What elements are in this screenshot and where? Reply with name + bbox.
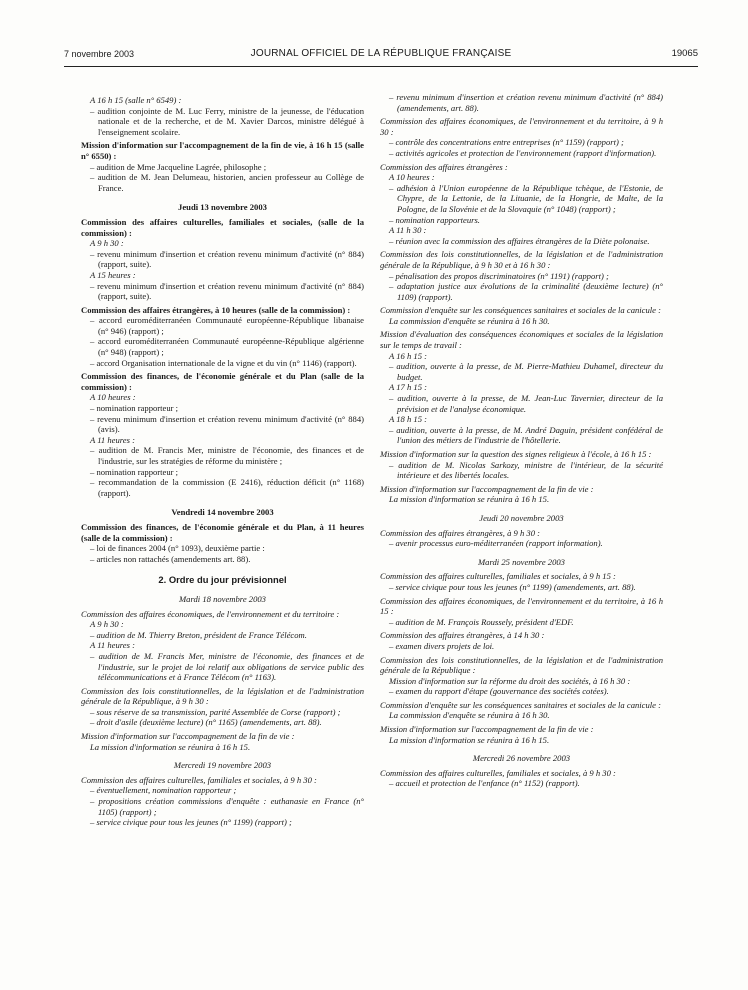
agenda-item: – nomination rapporteur ; bbox=[90, 403, 179, 414]
time-line: A 9 h 30 : bbox=[90, 619, 124, 630]
page-number: 19065 bbox=[671, 48, 698, 59]
header-rule bbox=[64, 66, 698, 67]
agenda-block bbox=[81, 140, 364, 193]
agenda-item: – recommandation de la commission (E 2416), réduction déficit (n° 1168) (rapport). bbox=[90, 477, 364, 498]
agenda-item: – droit d'asile (deuxième lecture) (n° 1165) (amendements, art. 88). bbox=[90, 717, 322, 728]
agenda-item: – nomination rapporteur ; bbox=[90, 466, 179, 477]
body-heading: Commission des affaires étrangères : bbox=[380, 161, 508, 172]
body-heading: Mission d'information sur l'accompagnement de la fin de vie : bbox=[380, 483, 594, 494]
agenda-item: – audition de M. Jean Delumeau, historien, ancien professeur au Collège de France. bbox=[90, 172, 364, 193]
agenda-block bbox=[380, 449, 663, 481]
agenda-block bbox=[81, 95, 364, 137]
agenda-item: – service civique pour tous les jeunes (n° 1199) (rapport) ; bbox=[90, 817, 292, 828]
body-heading: Commission des affaires culturelles, familiales et sociales, à 9 h 15 : bbox=[380, 571, 616, 582]
day-heading: Mardi 18 novembre 2003 bbox=[179, 593, 266, 604]
agenda-block bbox=[81, 371, 364, 498]
body-heading: Commission des affaires culturelles, familiales et sociales, à 9 h 30 : bbox=[380, 767, 616, 778]
body-heading: Mission d'information sur la question des signes religieux à l'école, à 16 h 15 : bbox=[380, 449, 652, 459]
agenda-item: – revenu minimum d'insertion et création revenu minimum d'activité (n° 884) (rapport, suite). bbox=[90, 248, 364, 270]
body-heading: Commission des affaires étrangères, à 14 h 30 : bbox=[380, 630, 545, 641]
issue-date: 7 novembre 2003 bbox=[64, 49, 135, 59]
page-header bbox=[64, 49, 698, 63]
agenda-item: – propositions création commissions d'enquête : euthanasie en France (n° 1105) (rapport) ; bbox=[90, 796, 364, 817]
time-line: A 18 h 15 : bbox=[389, 414, 428, 425]
agenda-block bbox=[380, 249, 663, 302]
agenda-item: – accueil et protection de l'enfance (n° 1152) (rapport). bbox=[389, 778, 580, 789]
section-heading: 2. Ordre du jour prévisionnel bbox=[158, 574, 287, 586]
agenda-item: – audition de M. Nicolas Sarkozy, ministre de l'intérieur, de la sécurité intérieure et des libertés locales. bbox=[389, 459, 663, 481]
agenda-block bbox=[380, 162, 663, 247]
agenda-block bbox=[380, 655, 663, 697]
time-line: A 16 h 15 (salle n° 6549) : bbox=[90, 95, 182, 105]
agenda-note: La mission d'information se réunira à 16 h 15. bbox=[389, 494, 550, 505]
agenda-item: – articles non rattachés (amendements art. 88). bbox=[90, 553, 251, 564]
journal-title: JOURNAL OFFICIEL DE LA RÉPUBLIQUE FRANÇAISE bbox=[250, 48, 512, 59]
body-heading: Commission des affaires culturelles, familiales et sociales, (salle de la commission) : bbox=[81, 216, 364, 238]
day-heading: Mercredi 19 novembre 2003 bbox=[173, 760, 272, 771]
agenda-item: – accord Organisation internationale de la vigne et du vin (n° 1146) (rapport). bbox=[90, 357, 357, 368]
agenda-block bbox=[81, 609, 364, 683]
agenda-item: – audition de M. Francis Mer, ministre de l'économie, des finances et de l'industrie, sur les stratégies de réforme du ministère ; bbox=[90, 445, 364, 466]
agenda-block bbox=[380, 528, 663, 549]
agenda-block bbox=[380, 596, 663, 628]
agenda-block bbox=[380, 700, 663, 721]
time-line: A 16 h 15 : bbox=[389, 350, 428, 361]
agenda-note: La commission d'enquête se réunira à 16 h 30. bbox=[389, 315, 550, 326]
agenda-block bbox=[380, 116, 663, 158]
time-line: A 10 heures : bbox=[389, 172, 435, 183]
agenda-item: – audition de Mme Jacqueline Lagrée, philosophe ; bbox=[90, 161, 267, 172]
body-heading: Commission des affaires économiques, de l'environnement et du territoire, à 9 h 30 : bbox=[380, 116, 663, 137]
agenda-item: – audition de M. Thierry Breton, président de France Télécom. bbox=[90, 629, 307, 640]
agenda-block bbox=[380, 484, 663, 505]
agenda-item: – accord euroméditerranéen Communauté européenne-République libanaise (n° 946) (rapport) ; bbox=[90, 315, 364, 336]
body-heading: Commission des finances, de l'économie générale et du Plan, à 11 heures (salle de la commission) : bbox=[81, 521, 364, 543]
time-line: A 17 h 15 : bbox=[389, 382, 428, 393]
body-heading: Commission des lois constitutionnelles, de la législation et de l'administration générale de la République : bbox=[380, 654, 663, 676]
time-line: A 11 heures : bbox=[90, 640, 135, 651]
agenda-block bbox=[81, 686, 364, 728]
agenda-item: – avenir processus euro-méditerranéen (rapport information). bbox=[389, 538, 603, 549]
right-column bbox=[380, 92, 663, 789]
agenda-block bbox=[380, 630, 663, 651]
agenda-item: – audition de M. François Roussely, président d'EDF. bbox=[389, 616, 574, 627]
agenda-item: – pénalisation des propos discriminatoires (n° 1191) (rapport) ; bbox=[389, 270, 609, 281]
agenda-item: – service civique pour tous les jeunes (n° 1199) (amendements, art. 88). bbox=[389, 581, 636, 592]
day-heading: Jeudi 13 novembre 2003 bbox=[178, 202, 267, 213]
time-line: A 15 heures : bbox=[90, 269, 136, 280]
body-heading: Commission des affaires économiques, de l'environnement et du territoire : bbox=[81, 608, 340, 619]
body-heading: Mission d'information sur l'accompagnement de la fin de vie, à 16 h 15 (salle n° 6550) : bbox=[81, 140, 364, 161]
time-line: A 11 heures : bbox=[90, 434, 135, 445]
agenda-block bbox=[81, 522, 364, 564]
left-column bbox=[81, 95, 364, 828]
agenda-item: – examen divers projets de loi. bbox=[389, 640, 495, 651]
agenda-item: – éventuellement, nomination rapporteur ; bbox=[90, 785, 237, 796]
agenda-item: – réunion avec la commission des affaires étrangères de la Diète polonaise. bbox=[389, 235, 650, 246]
agenda-item: – audition conjointe de M. Luc Ferry, ministre de la jeunesse, de l'éducation nationale et de la recherche, et de M. Xavier Darcos, ministre délégué à l'enseignement scolaire. bbox=[90, 105, 364, 137]
agenda-block bbox=[380, 92, 663, 113]
agenda-block bbox=[380, 571, 663, 592]
day-heading: Jeudi 20 novembre 2003 bbox=[479, 512, 564, 523]
body-heading: Commission d'enquête sur les conséquences sanitaires et sociales de la canicule : bbox=[380, 699, 662, 710]
day-heading: Vendredi 14 novembre 2003 bbox=[171, 507, 274, 518]
agenda-item: – sous réserve de sa transmission, parité Assemblée de Corse (rapport) ; bbox=[90, 706, 341, 717]
body-heading: Commission des affaires économiques, de l'environnement et du territoire, à 16 h 15 : bbox=[380, 595, 663, 617]
body-heading: Commission des affaires culturelles, familiales et sociales, à 9 h 30 : bbox=[81, 774, 317, 785]
agenda-item: – adhésion à l'Union européenne de la République tchèque, de l'Estonie, de Chypre, de la Lettonie, de la Lituanie, de la Hongrie, de Malte, de la Pologne, de la Slovénie et de la Slovaquie (n° 1048) (rapport) ; bbox=[389, 182, 663, 214]
agenda-item: – loi de finances 2004 (n° 1093), deuxième partie : bbox=[90, 543, 265, 554]
day-heading: Mardi 25 novembre 2003 bbox=[478, 556, 565, 567]
agenda-item: – audition, ouverte à la presse, de M. Pierre-Mathieu Duhamel, directeur du budget. bbox=[389, 361, 663, 382]
body-heading: Commission des affaires étrangères, à 9 h 30 : bbox=[380, 527, 541, 538]
agenda-item: – nomination rapporteurs. bbox=[389, 214, 480, 225]
body-heading: Mission d'information sur l'accompagnement de la fin de vie : bbox=[380, 724, 594, 735]
agenda-block bbox=[81, 217, 364, 302]
body-heading: Commission d'enquête sur les conséquences sanitaires et sociales de la canicule : bbox=[380, 305, 662, 316]
agenda-item: – adaptation justice aux évolutions de la criminalité (deuxième lecture) (n° 1109) (rapport). bbox=[389, 281, 663, 302]
agenda-item: – examen du rapport d'étape (gouvernance des sociétés cotées). bbox=[389, 686, 609, 697]
body-heading: Commission des lois constitutionnelles, de la législation et de l'administration générale de la République, à 9 h 30 : bbox=[81, 685, 364, 707]
body-heading: Commission des affaires étrangères, à 10 heures (salle de la commission) : bbox=[81, 304, 351, 315]
agenda-block bbox=[81, 731, 364, 752]
body-heading: Commission des lois constitutionnelles, de la législation et de l'administration générale de la République, à 9 h 30 et à 16 h 30 : bbox=[380, 249, 663, 270]
agenda-note: La commission d'enquête se réunira à 16 h 30. bbox=[389, 710, 550, 721]
agenda-block bbox=[81, 775, 364, 828]
agenda-item: – activités agricoles et protection de l'environnement (rapport d'information). bbox=[389, 147, 657, 158]
agenda-block bbox=[380, 768, 663, 789]
agenda-item: – revenu minimum d'insertion et création revenu minimum d'activité (n° 884) (amendements, art. 88). bbox=[389, 92, 663, 113]
agenda-item: – audition, ouverte à la presse, de M. Jean-Luc Tavernier, directeur de la prévision et de l'analyse économique. bbox=[389, 393, 663, 414]
agenda-item: – audition de M. Francis Mer, ministre de l'économie, des finances et de l'industrie, sur le projet de loi relatif aux obligations de service public des télécommunications et à France Télécom (n° 1163). bbox=[90, 650, 364, 683]
agenda-block bbox=[380, 305, 663, 326]
subheading: Mission d'information sur la réforme du droit des sociétés, à 16 h 30 : bbox=[389, 675, 631, 686]
time-line: A 10 heures : bbox=[90, 392, 136, 403]
agenda-block bbox=[380, 329, 663, 446]
time-line: A 11 h 30 : bbox=[389, 225, 427, 236]
agenda-item: – revenu minimum d'insertion et création revenu minimum d'activité (n° 884) (rapport, suite). bbox=[90, 280, 364, 302]
body-heading: Mission d'information sur l'accompagnement de la fin de vie : bbox=[81, 731, 295, 742]
agenda-item: – contrôle des concentrations entre entreprises (n° 1159) (rapport) ; bbox=[389, 137, 624, 148]
body-heading: Commission des finances, de l'économie générale et du Plan (salle de la commission) : bbox=[81, 371, 364, 392]
agenda-note: La mission d'information se réunira à 16 h 15. bbox=[389, 734, 550, 745]
agenda-note: La mission d'information se réunira à 16 h 15. bbox=[90, 741, 251, 752]
body-heading: Mission d'évaluation des conséquences économiques et sociales de la législation sur le temps de travail : bbox=[380, 329, 663, 351]
time-line: A 9 h 30 : bbox=[90, 238, 124, 249]
agenda-block bbox=[81, 305, 364, 369]
agenda-item: – audition, ouverte à la presse, de M. André Daguin, président confédéral de l'union des métiers de l'industrie de l'hôtellerie. bbox=[389, 424, 663, 446]
day-heading: Mercredi 26 novembre 2003 bbox=[472, 753, 571, 764]
agenda-item: – accord euroméditerranéen Communauté européenne-République algérienne (n° 948) (rapport) ; bbox=[90, 336, 364, 358]
agenda-block bbox=[380, 724, 663, 745]
agenda-item: – revenu minimum d'insertion et création revenu minimum d'activité (n° 884) (avis). bbox=[90, 413, 364, 435]
